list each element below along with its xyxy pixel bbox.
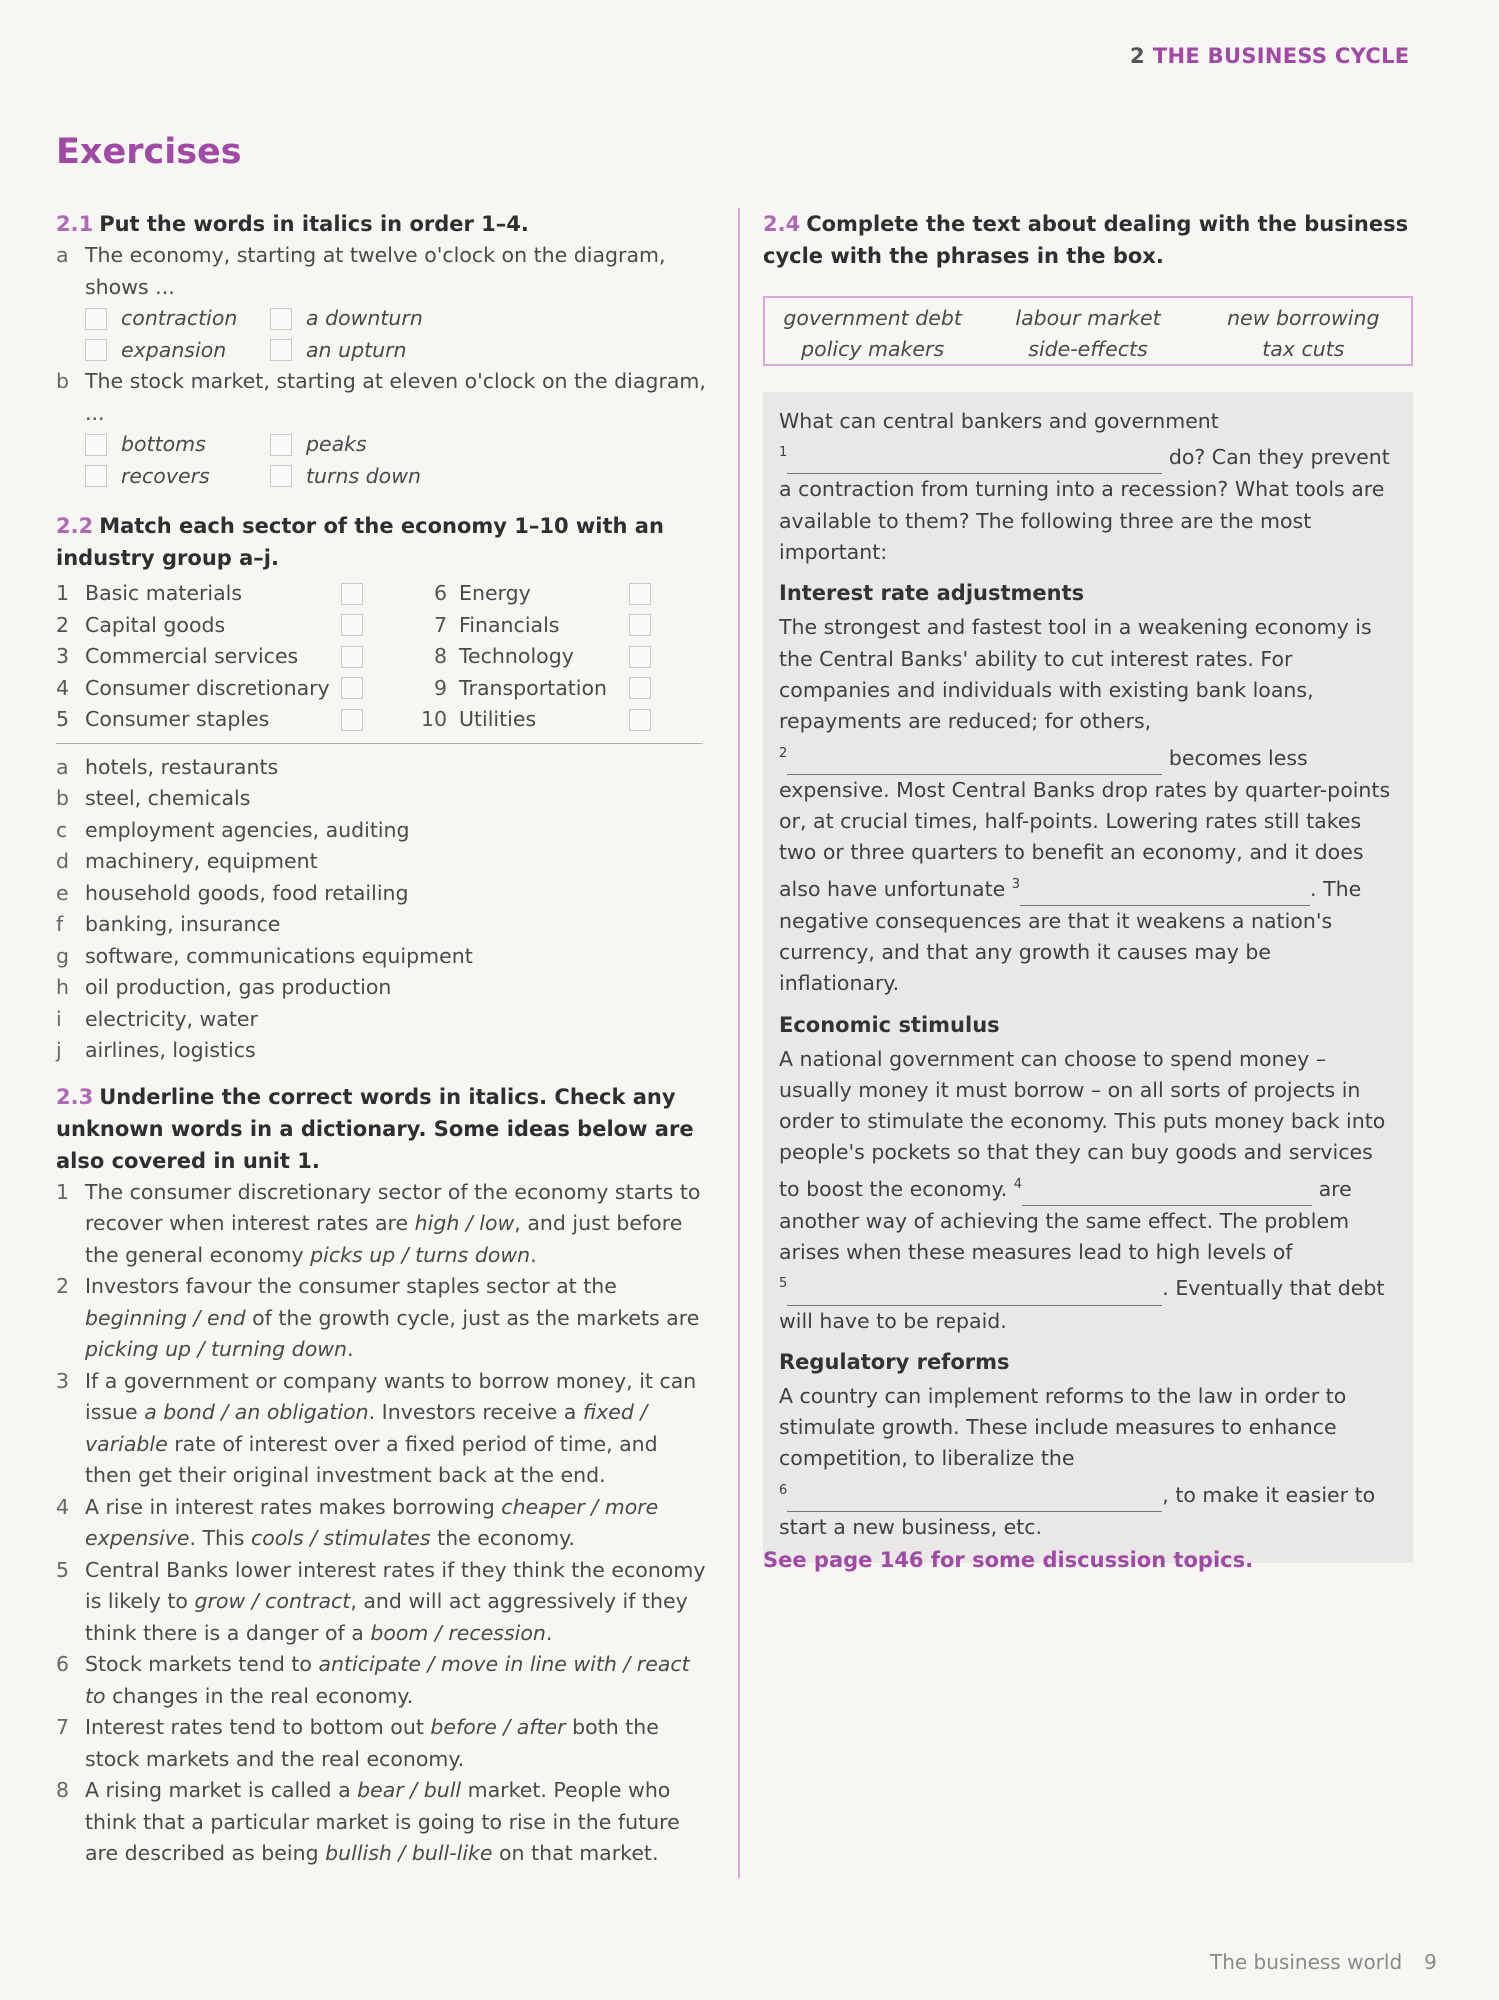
text-run: , and just before the general economy — [85, 1211, 683, 1267]
gap-blank-5[interactable] — [787, 1273, 1162, 1305]
statement-text — [85, 1775, 706, 1870]
exercise-instruction: Underline the correct words in italics. Check any unknown words in a dictionary. Some ideas below are also covered in unit 1. — [56, 1084, 694, 1173]
statement-item — [56, 1775, 706, 1870]
running-head — [1130, 44, 1409, 68]
list-item — [56, 972, 706, 1004]
phrase-item: policy makers — [801, 336, 945, 361]
statement-item — [56, 1649, 706, 1712]
choice-option[interactable]: bear / bull — [357, 1778, 462, 1802]
list-item — [56, 815, 706, 847]
exercise-instruction: Put the words in italics in order 1–4. — [99, 212, 529, 236]
list-item — [56, 909, 706, 941]
answer-cell — [629, 610, 659, 642]
question-label: b — [56, 369, 70, 393]
gap-number: 2 — [779, 745, 788, 761]
text-run: of the growth cycle, just as the markets are — [245, 1305, 700, 1330]
phrase-item: labour market — [1015, 306, 1161, 330]
text-run: . — [347, 1337, 354, 1361]
text-run: The strongest and fastest tool in a weakening economy is the Central Banks' ability to cut interest rates. For companies and individuals with existing bank loans, repayments are reduced; for others, — [779, 615, 1372, 734]
divider-line — [56, 743, 702, 744]
item-label: e — [56, 880, 69, 905]
sector-name: Consumer discretionary — [85, 675, 330, 700]
text-run: do? Can they prevent a contraction from turning into a recession? What tools are available to them? The following three are the most important: — [779, 445, 1390, 565]
item-number: 3 — [56, 1368, 70, 1393]
option-label: peaks — [306, 432, 367, 456]
page-number: 9 — [1424, 1950, 1437, 1974]
option-item — [270, 335, 470, 367]
sector-name: Transportation — [459, 675, 608, 700]
choice-option[interactable]: bullish / bull-like — [325, 1841, 493, 1865]
text-run: on that market. — [492, 1841, 659, 1865]
question-label: a — [56, 243, 69, 267]
section-heading: Economic stimulus — [779, 1012, 1000, 1037]
text-run: Central Banks lower interest rates if they think the economy is likely to — [85, 1557, 706, 1613]
choice-option[interactable]: cheaper / more expensive — [85, 1494, 659, 1550]
answer-cell — [341, 610, 421, 642]
phrase-item: new borrowing — [1227, 306, 1380, 330]
option-label: an upturn — [306, 337, 407, 362]
item-number: 6 — [56, 1652, 70, 1676]
gap-number: 1 — [779, 445, 788, 461]
phrase-box — [763, 296, 1413, 366]
sector-number: 6 — [433, 581, 447, 605]
answer-checkbox[interactable] — [341, 709, 363, 731]
statement-item — [56, 1492, 706, 1555]
answer-checkbox[interactable] — [629, 677, 651, 699]
exercise-number: 2.2 — [56, 514, 94, 538]
gap-number: 5 — [779, 1276, 788, 1292]
option-item — [85, 303, 270, 335]
statement-item — [56, 1366, 706, 1492]
text-run: rate of interest over a fixed period of time, and then get their original investment back at the end. — [85, 1431, 658, 1487]
sector-number: 2 — [56, 612, 70, 637]
answer-checkbox[interactable] — [85, 465, 107, 487]
answer-cell — [341, 673, 421, 705]
list-item — [56, 941, 706, 973]
item-text: software, communications equipment — [85, 943, 473, 968]
choice-option[interactable]: grow / contract — [194, 1589, 351, 1613]
text-run: . Investors receive a — [368, 1400, 583, 1424]
text-run: becomes less expensive. Most Central Banks drop rates by quarter-points or, at crucial times, half-points. Lowering rates still takes two or three quarters to benefit an economy, and it does also have unfortunate — [779, 745, 1391, 901]
reading-text-panel — [763, 392, 1413, 1563]
text-run: A rise in interest rates makes borrowing — [85, 1494, 502, 1519]
item-number: 1 — [56, 1179, 70, 1204]
option-label: a downturn — [306, 306, 423, 330]
text-run: changes in the real economy. — [105, 1683, 414, 1708]
section-paragraph — [779, 612, 1397, 999]
item-label: f — [56, 912, 64, 936]
answer-cell — [341, 641, 421, 673]
right-column — [763, 208, 1420, 1563]
question-b — [56, 366, 706, 429]
exercise-heading — [763, 208, 1420, 272]
sector-number: 9 — [433, 675, 447, 700]
answer-checkbox[interactable] — [341, 677, 363, 699]
intro-paragraph — [779, 406, 1397, 568]
exercise-number: 2.3 — [56, 1084, 94, 1109]
gap-blank-3[interactable] — [1020, 873, 1310, 905]
column-divider — [738, 208, 740, 1878]
text-run: . Eventually that debt will have to be repaid. — [779, 1276, 1385, 1333]
answer-checkbox[interactable] — [85, 308, 107, 330]
choice-option[interactable]: high / low — [414, 1211, 515, 1235]
exercise-number: 2.1 — [56, 212, 94, 236]
text-run: the economy. — [430, 1526, 575, 1550]
answer-checkbox[interactable] — [629, 709, 651, 731]
text-run: . — [530, 1242, 537, 1267]
option-label: turns down — [306, 463, 421, 488]
sector-number: 3 — [56, 644, 70, 668]
text-run: Interest rates tend to bottom out — [85, 1715, 431, 1739]
section-paragraph — [779, 1044, 1397, 1337]
sector-number: 1 — [56, 581, 70, 605]
sector-name: Financials — [459, 612, 560, 637]
item-label: b — [56, 786, 70, 810]
question-a — [56, 240, 706, 303]
text-run: The consumer discretionary sector of the economy starts to recover when interest rates are — [85, 1179, 701, 1235]
answer-checkbox[interactable] — [341, 646, 363, 668]
choice-option[interactable]: beginning / end — [85, 1305, 246, 1330]
item-label: c — [56, 817, 68, 842]
statement-item — [56, 1177, 706, 1272]
exercise-number: 2.4 — [763, 212, 801, 236]
exercise-instruction: Complete the text about dealing with the business cycle with the phrases in the box. — [763, 212, 1409, 268]
statement-item — [56, 1271, 706, 1366]
text-run: . — [545, 1620, 553, 1645]
item-label: a — [56, 754, 69, 779]
gap-blank-4[interactable] — [1022, 1174, 1312, 1206]
text-run: both the stock markets and the real economy. — [85, 1715, 659, 1771]
choice-option[interactable]: picks up / turns down — [310, 1242, 531, 1267]
answer-cell — [629, 578, 659, 610]
answer-checkbox[interactable] — [270, 434, 292, 456]
statement-text — [85, 1712, 706, 1775]
section-paragraph — [779, 1381, 1397, 1543]
item-number: 7 — [56, 1715, 70, 1739]
sector-name: Energy — [459, 581, 531, 605]
section-heading: Regulatory reforms — [779, 1349, 1010, 1374]
choice-option[interactable]: fixed / variable — [85, 1400, 648, 1456]
sector-name: Commercial services — [85, 644, 299, 668]
options-a — [85, 303, 706, 366]
item-label: j — [56, 1038, 62, 1062]
answer-checkbox[interactable] — [270, 339, 292, 361]
exercise-heading — [56, 510, 706, 574]
industry-group-list — [56, 752, 706, 1067]
option-item — [85, 429, 270, 461]
choice-option[interactable]: cools / stimulates — [250, 1526, 431, 1550]
answer-cell — [629, 641, 659, 673]
answer-cell — [341, 578, 421, 610]
item-text: airlines, logistics — [85, 1038, 256, 1062]
gap-number: 6 — [779, 1482, 788, 1498]
sector-name: Technology — [459, 644, 574, 668]
page-footer — [1210, 1950, 1437, 1974]
choice-option[interactable]: a bond / an obligation — [144, 1400, 369, 1424]
option-label: contraction — [121, 306, 238, 330]
question-text: The economy, starting at twelve o'clock on the diagram, shows ... — [85, 243, 666, 299]
gap-number: 3 — [1011, 876, 1021, 892]
text-run: A national government can choose to spend money – usually money it must borrow – on all sorts of projects in order to stimulate the economy. This puts money back into people's pockets so that they can buy goods and services to boost the economy. — [779, 1046, 1386, 1201]
text-run: Stock markets tend to — [85, 1652, 319, 1676]
answer-checkbox[interactable] — [341, 614, 363, 636]
list-item — [56, 878, 706, 910]
sector-number: 5 — [56, 707, 70, 731]
item-text: oil production, gas production — [85, 975, 392, 999]
page-title: Exercises — [56, 132, 242, 172]
answer-cell — [341, 704, 421, 736]
list-item — [56, 1004, 706, 1036]
statement-text — [85, 1555, 706, 1650]
choice-option[interactable]: anticipate / move in line with / react to — [85, 1652, 690, 1708]
statement-text — [85, 1366, 706, 1492]
sector-name: Capital goods — [85, 612, 226, 637]
statement-list — [56, 1177, 706, 1870]
see-page-note[interactable]: See page 146 for some discussion topics. — [763, 1548, 1254, 1572]
option-item — [270, 429, 470, 461]
sector-match-table — [56, 578, 706, 736]
answer-cell — [629, 704, 659, 736]
item-text: steel, chemicals — [85, 786, 251, 810]
exercise-heading — [56, 1081, 706, 1177]
exercise-2-2 — [56, 510, 706, 1067]
text-run: are another way of achieving the same effect. The problem arises when these measures lead to high levels of — [779, 1176, 1352, 1265]
gap-blank-6[interactable] — [787, 1480, 1162, 1512]
option-item — [85, 461, 270, 493]
list-item — [56, 783, 706, 815]
answer-cell — [629, 673, 659, 705]
text-run: A country can implement reforms to the law in order to stimulate growth. These include measures to enhance competition, to liberalize the — [779, 1383, 1347, 1471]
option-item — [85, 335, 270, 367]
text-run: If a government or company wants to borrow money, it can issue — [85, 1368, 697, 1424]
statement-item — [56, 1712, 706, 1775]
exercise-2-1 — [56, 208, 706, 492]
question-text: The stock market, starting at eleven o'clock on the diagram, ... — [85, 369, 706, 425]
item-text: household goods, food retailing — [85, 880, 409, 905]
item-text: banking, insurance — [85, 912, 281, 936]
statement-item — [56, 1555, 706, 1650]
sector-name: Basic materials — [85, 581, 243, 605]
choice-option[interactable]: boom / recession — [370, 1620, 546, 1645]
answer-checkbox[interactable] — [629, 614, 651, 636]
answer-checkbox[interactable] — [629, 646, 651, 668]
item-label: h — [56, 975, 69, 999]
item-label: g — [56, 943, 70, 968]
footer-book-title: The business world — [1210, 1950, 1403, 1974]
list-item — [56, 1035, 706, 1067]
option-item — [270, 303, 470, 335]
item-text: machinery, equipment — [85, 849, 318, 873]
text-run: , and will act aggressively if they think there is a danger of a — [85, 1589, 688, 1645]
option-label: expansion — [121, 337, 227, 362]
chapter-number: 2 — [1130, 44, 1145, 68]
sector-number: 4 — [56, 675, 70, 700]
list-item — [56, 846, 706, 878]
text-run: Investors favour the consumer staples sector at the — [85, 1274, 617, 1298]
option-item — [270, 461, 470, 493]
choice-option[interactable]: before / after — [430, 1715, 566, 1739]
item-number: 4 — [56, 1494, 70, 1519]
text-run: market. People who think that a particular market is going to rise in the future are described as being — [85, 1778, 680, 1865]
item-label: d — [56, 849, 70, 873]
sector-name: Consumer staples — [85, 707, 270, 731]
item-number: 8 — [56, 1778, 70, 1802]
sector-number: 10 — [421, 707, 448, 731]
exercise-2-3 — [56, 1081, 706, 1870]
phrase-item: tax cuts — [1262, 336, 1345, 361]
sector-number: 7 — [433, 612, 447, 637]
text-run: . The negative consequences are that it weakens a nation's currency, and that any growth it causes may be inflationary. — [779, 876, 1362, 996]
answer-checkbox[interactable] — [629, 583, 651, 605]
chapter-title: THE BUSINESS CYCLE — [1152, 44, 1410, 68]
options-b — [85, 429, 706, 492]
answer-checkbox[interactable] — [341, 583, 363, 605]
gap-blank-1[interactable] — [787, 442, 1162, 474]
answer-checkbox[interactable] — [85, 339, 107, 361]
item-label: i — [56, 1006, 62, 1031]
gap-blank-2[interactable] — [787, 742, 1162, 774]
phrase-item: government debt — [783, 306, 962, 330]
section-heading: Interest rate adjustments — [779, 581, 1085, 606]
statement-text — [85, 1649, 706, 1712]
text-run: A rising market is called a — [85, 1778, 358, 1802]
exercise-instruction: Match each sector of the economy 1–10 with an industry group a–j. — [56, 514, 664, 570]
text-run: . This — [189, 1526, 251, 1550]
text-run: , to make it easier to start a new business, etc. — [779, 1482, 1376, 1539]
item-text: electricity, water — [85, 1006, 258, 1031]
item-text: hotels, restaurants — [85, 754, 279, 779]
exercise-heading — [56, 208, 706, 240]
answer-checkbox[interactable] — [270, 465, 292, 487]
statement-text — [85, 1271, 706, 1366]
item-number: 2 — [56, 1274, 70, 1298]
statement-text — [85, 1177, 706, 1272]
answer-checkbox[interactable] — [85, 434, 107, 456]
gap-number: 4 — [1013, 1176, 1023, 1192]
answer-checkbox[interactable] — [270, 308, 292, 330]
sector-number: 8 — [433, 644, 447, 668]
text-run: What can central bankers and government — [779, 409, 1219, 433]
phrase-item: side-effects — [1028, 336, 1148, 361]
option-label: bottoms — [121, 432, 206, 456]
list-item — [56, 752, 706, 784]
sector-name: Utilities — [459, 707, 537, 731]
item-number: 5 — [56, 1557, 70, 1582]
item-text: employment agencies, auditing — [85, 817, 410, 842]
left-column — [56, 208, 706, 1870]
choice-option[interactable]: picking up / turning down — [85, 1337, 347, 1361]
statement-text — [85, 1492, 706, 1555]
option-label: recovers — [121, 463, 210, 488]
